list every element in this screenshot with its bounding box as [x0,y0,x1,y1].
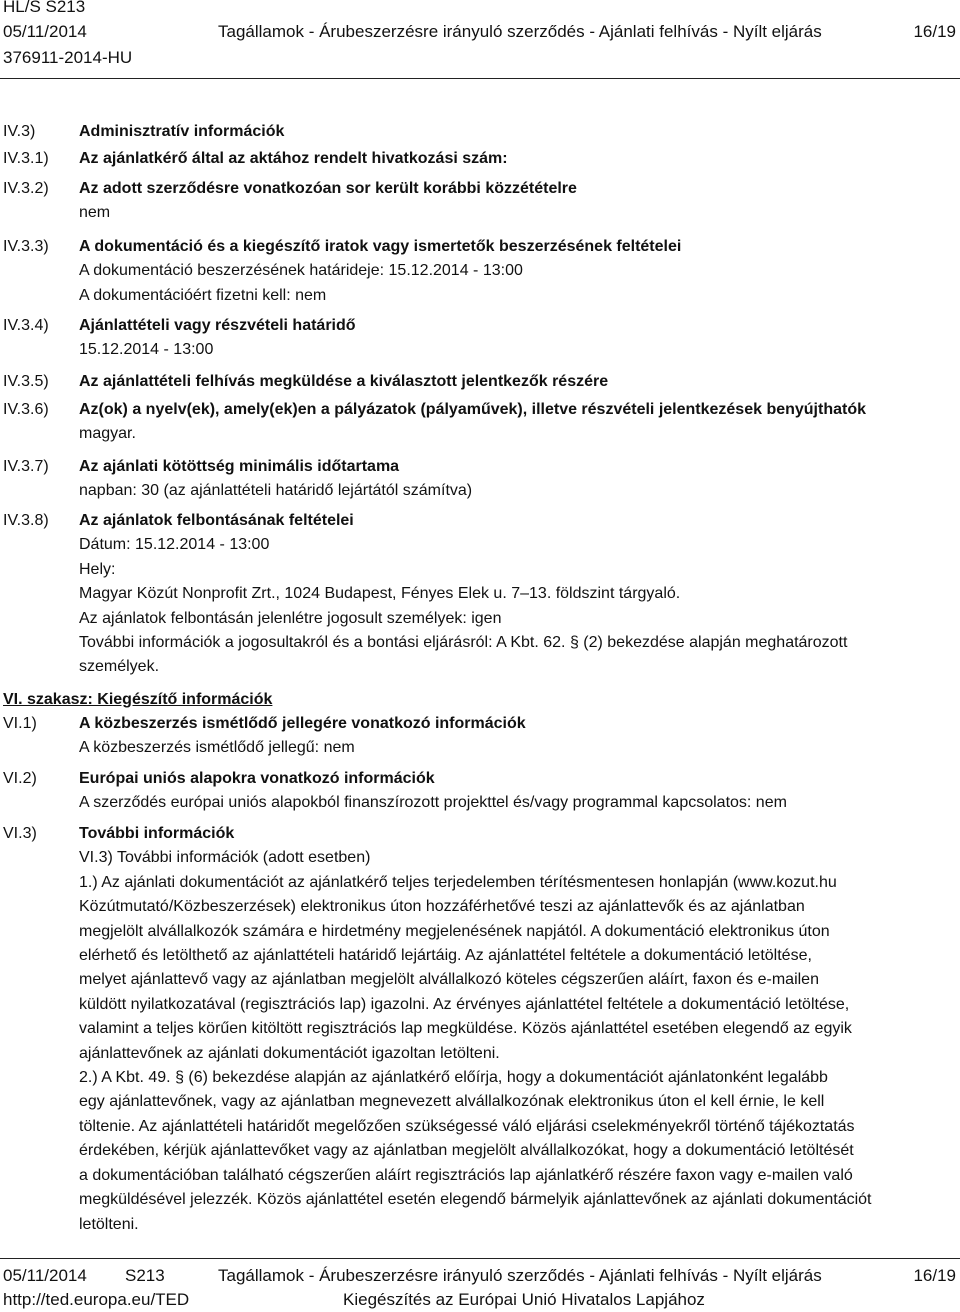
section-text-line: személyek. [79,658,160,676]
section-body [79,398,952,447]
section-text-line: érdekében, kérjük ajánlattevőket vagy az ajánlatban megjelölt alvállalkozókat, hogy a dokumentáció letöltését [79,1142,854,1160]
footer-url: http://ted.europa.eu/TED [3,1290,190,1309]
section-number: IV.3.6) [3,401,49,418]
section-heading: Az ajánlattételi felhívás megküldése a kiválasztott jelentkezők részére [79,373,609,390]
section-body [79,177,952,226]
section-body [79,767,952,816]
section-text-line: küldött nyilatkozatával (regisztrációs lap) igazolni. Az érvényes ajánlattétel feltétele a dokumentáció letöltése, [79,995,850,1013]
section-text-line: 15.12.2014 - 13:00 [79,341,214,359]
section-text-line: VI.3) További információk (adott esetben) [79,849,371,867]
section-body [79,455,952,504]
section-text-line: valamint a teljes körűen kitöltött regisztrációs lap megküldése. Közös ajánlattétel esetében elegendő az egyik [79,1020,852,1038]
section-heading: Ajánlattételi vagy részvételi határidő [79,317,356,334]
section-text-line: a dokumentációban található cégszerűen aláírt regisztrációs lap ajánlatkérő részére faxon vagy e-mailen való [79,1166,853,1184]
section-text-line: egy ajánlattevőnek, vagy az ajánlatban megnevezett alvállalkozónak elektronikus úton el kell érnie, le kell [79,1093,825,1111]
section-text-line: A közbeszerzés ismétlődő jellegű: nem [79,739,355,757]
section-number: IV.3.3) [3,238,49,255]
section-text-line: Hely: [79,560,116,578]
section-number: IV.3.4) [3,317,49,334]
page-header [0,0,960,79]
page-footer [0,1258,960,1312]
section-text-line: napban: 30 (az ajánlattételi határidő lejártától számítva) [79,482,473,500]
section-number: IV.3.2) [3,180,49,197]
section-heading: Az adott szerződésre vonatkozóan sor került korábbi közzétételre [79,180,577,197]
section-body [79,509,952,680]
section-text-line: elérhető és letölthető az ajánlattételi határidő lejártáig. Az ajánlattétel feltétele a dokumentáció letöltése, [79,947,812,965]
section-text-line: Magyar Közút Nonprofit Zrt., 1024 Budapest, Fényes Elek u. 7–13. földszint tárgyaló. [79,585,681,603]
section-text-line: töltenie. Az ajánlattételi határidőt megelőzően szükségessé váló eljárási cselekményekről történő tájékoztatás [79,1117,855,1135]
section-body [79,370,952,394]
section-heading: Adminisztratív információk [79,123,285,140]
section-heading: A közbeszerzés ismétlődő jellegére vonatkozó információk [79,715,526,732]
section-body [79,822,952,1237]
section-text-line: letölteni. [79,1215,139,1233]
section-text-line: megküldésével jelezzék. Közös ajánlattétel esetén elegendő bármelyik ajánlattevőnek az ajánlati dokumentációt [79,1191,872,1209]
section-number: VI.3) [3,825,37,842]
header-title: Tagállamok - Árubeszerzésre irányuló szerződés - Ajánlati felhívás - Nyílt eljárás [218,22,822,41]
section-number: VI.1) [3,715,37,732]
section-text-line: 2.) A Kbt. 49. § (6) bekezdése alapján az ajánlatkérő előírja, hogy a dokumentációt ajánlatonként legalább [79,1069,828,1087]
section-text-line: A szerződés európai uniós alapokból finanszírozott projekttel és/vagy programmal kapcsolatos: nem [79,794,787,812]
section-body [79,120,952,144]
section-number: IV.3.5) [3,373,49,390]
section-body [79,235,952,308]
section-text-line: megjelölt alvállalkozók számára e hirdetmény megjelenésének napjától. A dokumentáció elektronikus úton [79,922,830,940]
footer-title: Tagállamok - Árubeszerzésre irányuló szerződés - Ajánlati felhívás - Nyílt eljárás [218,1266,822,1285]
section-number: IV.3.1) [3,150,49,167]
footer-series: S213 [125,1266,165,1285]
footer-page-number: 16/19 [913,1266,956,1285]
section-text-line: További információk a jogosultakról és a bontási eljárásról: A Kbt. 62. § (2) bekezdése alapján meghatározott [79,634,848,652]
section-heading: Az(ok) a nyelv(ek), amely(ek)en a pályázatok (pályaművek), illetve részvételi jelentkezések benyújthatók [79,401,866,418]
section-text-line: A dokumentáció beszerzésének határideje: 15.12.2014 - 13:00 [79,262,523,280]
footer-date: 05/11/2014 [3,1266,87,1285]
section-body [79,712,952,761]
section-text-line: Az ajánlatok felbontásán jelenlétre jogosult személyek: igen [79,609,502,627]
section-vi-heading: VI. szakasz: Kiegészítő információk [3,691,273,708]
section-text-line: Dátum: 15.12.2014 - 13:00 [79,536,270,554]
section-text-line: nem [79,204,111,222]
section-body [79,314,952,363]
header-doc-id: 376911-2014-HU [3,48,133,67]
section-text-line: ajánlattevőnek az ajánlati dokumentációt igazoltan letölteni. [79,1044,500,1062]
section-text-line: melyet ajánlattevő vagy az ajánlatban megjelölt alvállalkozó köteles cégszerűen aláírt, faxon és e-mailen [79,971,819,989]
section-heading: További információk [79,825,235,842]
section-number: IV.3) [3,123,36,140]
section-heading: Európai uniós alapokra vonatkozó információk [79,770,435,787]
section-body [79,147,952,171]
section-text-line: 1.) Az ajánlati dokumentációt az ajánlatkérő teljes terjedelemben térítésmentesen honlapján (www.kozut.hu [79,873,837,891]
section-number: VI.2) [3,770,37,787]
section-number: IV.3.7) [3,458,49,475]
section-heading: Az ajánlatok felbontásának feltételei [79,512,354,529]
section-text-line: magyar. [79,425,136,443]
section-number: IV.3.8) [3,512,49,529]
header-page-number: 16/19 [913,22,956,41]
section-heading: A dokumentáció és a kiegészítő iratok vagy ismertetők beszerzésének feltételei [79,238,682,255]
footer-publisher: Kiegészítés az Európai Unió Hivatalos Lapjához [343,1290,705,1309]
section-heading: Az ajánlatkérő által az aktához rendelt hivatkozási szám: [79,150,508,167]
section-heading: Az ajánlati kötöttség minimális időtartama [79,458,400,475]
section-text-line: A dokumentációért fizetni kell: nem [79,286,327,304]
header-date: 05/11/2014 [3,22,87,41]
header-source: HL/S S213 [3,0,86,16]
section-text-line: Közútmutató/Közbeszerzések) elektronikus úton hozzáférhetővé teszi az ajánlattevők és az ajánlatban [79,898,805,916]
